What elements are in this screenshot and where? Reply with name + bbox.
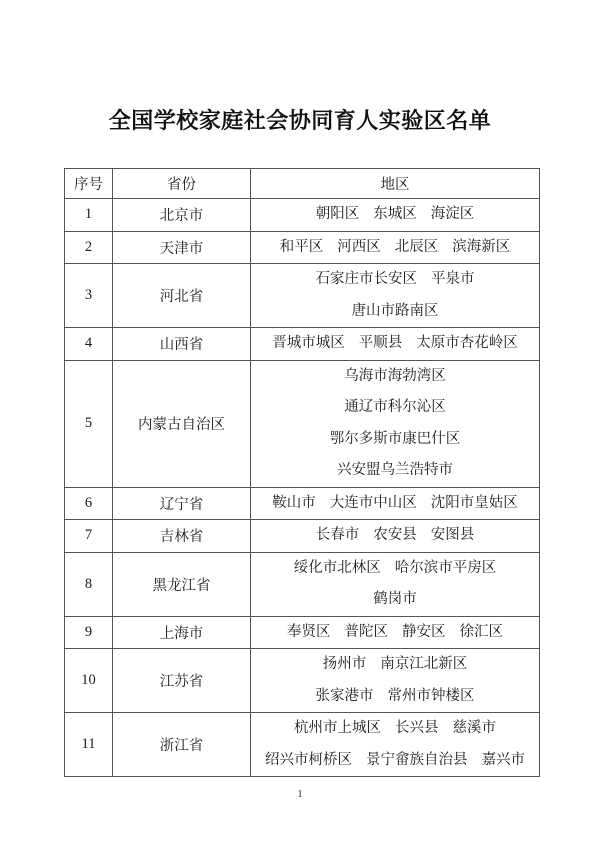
row-index: 1 xyxy=(65,199,113,232)
row-region-cell xyxy=(251,487,540,520)
table-row xyxy=(65,616,540,649)
region-line xyxy=(251,232,539,264)
region-item: 静安区 xyxy=(402,623,446,640)
region-item: 绍兴市柯桥区 xyxy=(265,751,352,768)
row-province: 山西省 xyxy=(113,328,251,361)
row-region-cell xyxy=(251,328,540,361)
row-province: 黑龙江省 xyxy=(113,552,251,616)
row-province: 江苏省 xyxy=(113,649,251,713)
table-row xyxy=(65,552,540,616)
region-item: 通辽市科尔沁区 xyxy=(344,399,446,415)
region-item: 嘉兴市 xyxy=(481,751,525,768)
region-line xyxy=(251,584,539,616)
region-item: 扬州市 xyxy=(322,656,367,672)
table-row xyxy=(65,487,540,520)
region-item: 普陀区 xyxy=(344,623,388,640)
region-item: 北辰区 xyxy=(394,238,439,255)
row-province: 上海市 xyxy=(113,616,251,649)
table-body xyxy=(65,199,540,777)
header-region: 地区 xyxy=(251,169,540,199)
region-item: 南京江北新区 xyxy=(380,656,468,672)
region-item: 鞍山市 xyxy=(272,494,316,511)
row-index: 9 xyxy=(65,616,113,649)
document-title: 全国学校家庭社会协同育人实验区名单 xyxy=(108,108,492,134)
row-province: 浙江省 xyxy=(113,713,251,777)
row-index: 8 xyxy=(65,552,113,616)
region-item: 常州市钟楼区 xyxy=(387,687,475,704)
table-row xyxy=(65,360,540,487)
region-item: 和平区 xyxy=(279,238,324,255)
region-item: 海淀区 xyxy=(430,206,475,222)
region-item: 平泉市 xyxy=(431,271,475,287)
region-line xyxy=(251,649,539,681)
region-item: 晋城市城区 xyxy=(272,335,345,351)
region-line xyxy=(251,392,539,424)
region-item: 绥化市北林区 xyxy=(293,559,381,576)
table-row xyxy=(65,520,540,553)
region-item: 朝阳区 xyxy=(315,206,360,222)
row-province: 辽宁省 xyxy=(113,487,251,520)
row-province: 天津市 xyxy=(113,231,251,264)
row-index: 7 xyxy=(65,520,113,553)
region-item: 慈溪市 xyxy=(452,720,496,736)
row-province: 河北省 xyxy=(113,264,251,328)
row-region-cell xyxy=(251,231,540,264)
region-item: 滨海新区 xyxy=(452,238,511,255)
region-item: 杭州市上城区 xyxy=(294,720,381,736)
region-line xyxy=(251,199,539,231)
region-item: 张家港市 xyxy=(315,687,374,704)
region-item: 哈尔滨市平房区 xyxy=(394,559,497,576)
row-index: 11 xyxy=(65,713,113,777)
region-line xyxy=(251,488,539,520)
row-index: 5 xyxy=(65,360,113,487)
region-line xyxy=(251,264,539,296)
row-region-cell xyxy=(251,616,540,649)
region-line xyxy=(251,520,539,552)
region-item: 长春市 xyxy=(315,527,360,543)
row-index: 6 xyxy=(65,487,113,520)
experimental-zone-table xyxy=(64,168,540,777)
table-header-row xyxy=(65,169,540,199)
region-item: 农安县 xyxy=(373,527,417,543)
row-index: 10 xyxy=(65,649,113,713)
page-number: 1 xyxy=(297,788,303,800)
region-item: 乌海市海勃湾区 xyxy=(344,367,446,384)
region-item: 景宁畲族自治县 xyxy=(366,751,468,768)
region-line xyxy=(251,745,539,777)
region-line xyxy=(251,328,539,360)
region-item: 河西区 xyxy=(337,238,381,255)
table-row xyxy=(65,649,540,713)
region-line xyxy=(251,455,539,487)
row-province: 内蒙古自治区 xyxy=(113,360,251,487)
row-province: 吉林省 xyxy=(113,520,251,553)
header-province: 省份 xyxy=(113,169,251,199)
table-row xyxy=(65,231,540,264)
region-item: 长兴县 xyxy=(395,720,439,736)
header-index: 序号 xyxy=(65,169,113,199)
region-item: 鹤岗市 xyxy=(373,591,417,607)
region-item: 奉贤区 xyxy=(287,623,331,640)
table-row xyxy=(65,713,540,777)
region-line xyxy=(251,296,539,328)
row-index: 2 xyxy=(65,231,113,264)
row-region-cell xyxy=(251,520,540,553)
region-item: 东城区 xyxy=(373,206,417,222)
row-index: 4 xyxy=(65,328,113,361)
row-province: 北京市 xyxy=(113,199,251,232)
region-item: 唐山市路南区 xyxy=(351,302,439,319)
region-line xyxy=(251,553,539,585)
region-item: 鄂尔多斯市康巴什区 xyxy=(329,430,461,447)
row-region-cell xyxy=(251,552,540,616)
region-item: 徐汇区 xyxy=(459,623,503,640)
row-region-cell xyxy=(251,713,540,777)
table-row xyxy=(65,328,540,361)
table-row xyxy=(65,199,540,232)
region-item: 安图县 xyxy=(430,527,475,543)
region-item: 兴安盟乌兰浩特市 xyxy=(337,462,453,478)
table-row xyxy=(65,264,540,328)
region-item: 沈阳市皇姑区 xyxy=(430,494,518,511)
row-region-cell xyxy=(251,649,540,713)
region-line xyxy=(251,681,539,713)
region-item: 大连市中山区 xyxy=(329,494,417,511)
row-index: 3 xyxy=(65,264,113,328)
region-line xyxy=(251,361,539,393)
region-line xyxy=(251,617,539,649)
region-item: 平顺县 xyxy=(358,335,403,351)
row-region-cell xyxy=(251,199,540,232)
region-line xyxy=(251,713,539,745)
region-line xyxy=(251,424,539,456)
region-item: 太原市杏花岭区 xyxy=(416,335,518,351)
row-region-cell xyxy=(251,360,540,487)
row-region-cell xyxy=(251,264,540,328)
region-item: 石家庄市长安区 xyxy=(315,271,417,287)
